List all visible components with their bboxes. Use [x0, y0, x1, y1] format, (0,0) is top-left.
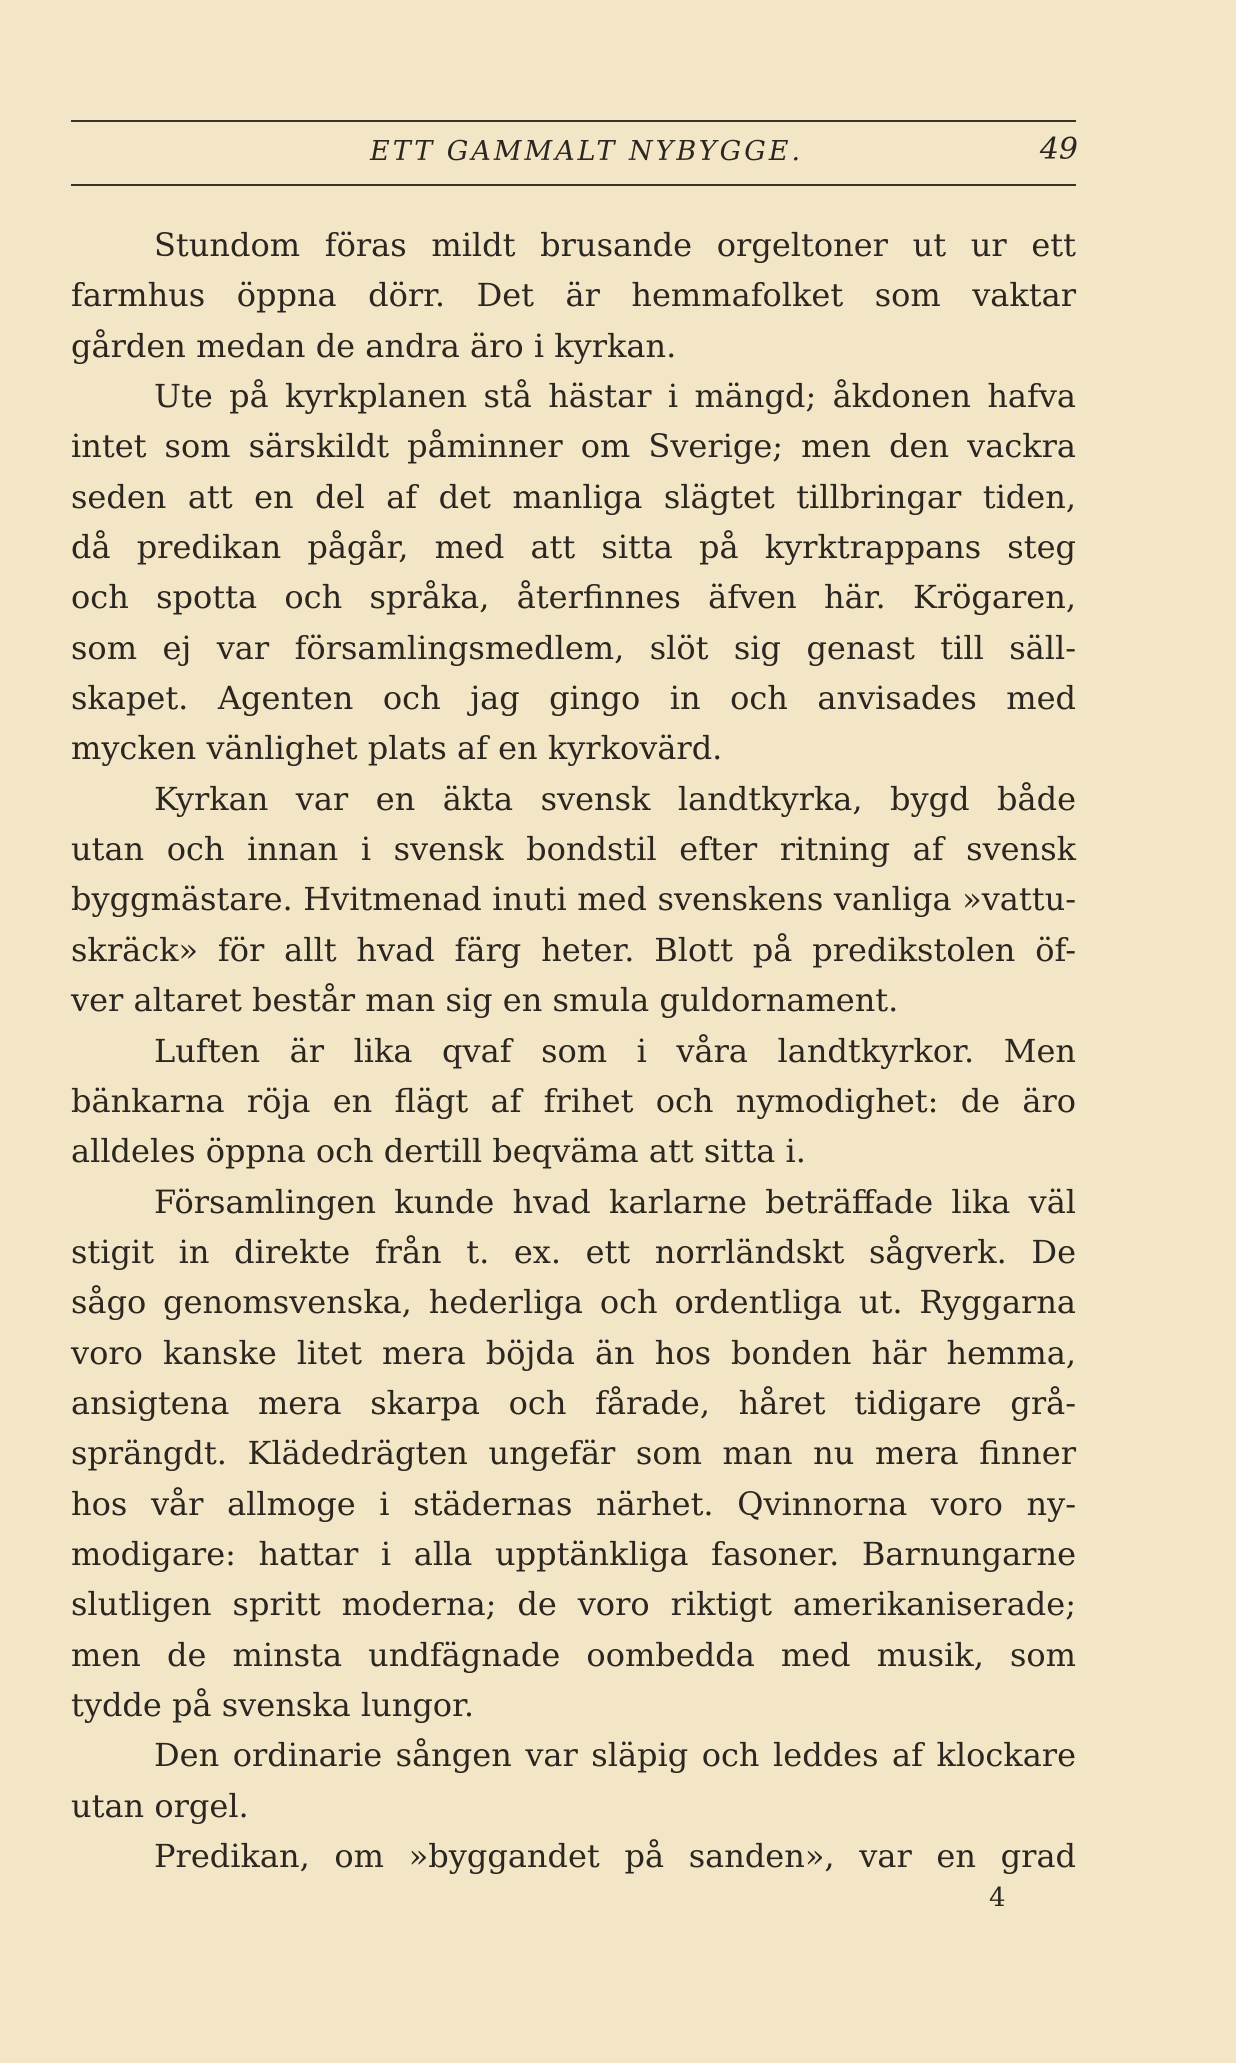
text-line: skräck» för allt hvad färg heter. Blott på predikstolen öf-: [71, 930, 1076, 969]
text-line: ansigtena mera skarpa och fårade, håret tidigare grå-: [71, 1383, 1076, 1422]
text-line: seden att en del af det manliga slägtet tillbringar tiden,: [71, 477, 1076, 516]
text-line: stigit in direkte från t. ex. ett norrländskt sågverk. De: [71, 1232, 1076, 1271]
text-line: slutligen spritt moderna; de voro riktigt amerikaniserade;: [71, 1585, 1076, 1624]
text-line: modigare: hattar i alla upptänkliga fasoner. Barnungarne: [71, 1534, 1076, 1573]
signature-mark: 4: [989, 1883, 1006, 1913]
text-line: mycken vänlighet plats af en kyrkovärd.: [71, 729, 723, 768]
text-line: men de minsta undfägnade oombedda med musik, som: [71, 1635, 1076, 1674]
text-line: gården medan de andra äro i kyrkan.: [71, 326, 677, 365]
text-line: som ej var församlingsmedlem, slöt sig genast till säll-: [71, 628, 1076, 667]
running-title: ETT GAMMALT NYBYGGE.: [370, 136, 804, 167]
text-line: farmhus öppna dörr. Det är hemmafolket som vaktar: [71, 276, 1076, 315]
text-line: Luften är lika qvaf som i våra landtkyrkor. Men: [154, 1031, 1076, 1070]
text-line: Kyrkan var en äkta svensk landtkyrka, bygd både: [154, 779, 1076, 818]
text-line: Stundom föras mildt brusande orgeltoner ut ur ett: [154, 226, 1076, 264]
text-line: skapet. Agenten och jag gingo in och anvisades med: [71, 679, 1076, 718]
text-line: voro kanske litet mera böjda än hos bonden här hemma,: [71, 1333, 1076, 1372]
text-line: Predikan, om »byggandet på sanden», var en grad: [154, 1837, 1076, 1875]
text-line: intet som särskildt påminner om Sverige; men den vackra: [71, 427, 1076, 466]
text-line: då predikan pågår, med att sitta på kyrktrappans steg: [71, 528, 1076, 567]
text-line: alldeles öppna och dertill beqväma att sitta i.: [71, 1132, 806, 1171]
text-line: tydde på svenska lungor.: [71, 1685, 475, 1724]
body-text: [71, 220, 1076, 1881]
text-line: utan och innan i svensk bondstil efter ritning af svensk: [71, 830, 1076, 869]
text-line: sprängdt. Klädedrägten ungefär som man nu mera finner: [71, 1434, 1076, 1473]
text-line: Församlingen kunde hvad karlarne beträffade lika väl: [154, 1182, 1076, 1221]
text-line: Den ordinarie sången var släpig och leddes af klockare: [154, 1736, 1076, 1775]
text-line: och spotta och språka, återfinnes äfven här. Krögaren,: [71, 578, 1076, 617]
text-line: byggmästare. Hvitmenad inuti med svenskens vanliga »vattu-: [71, 880, 1076, 919]
header-rule-bottom: [71, 184, 1076, 186]
text-line: utan orgel.: [71, 1786, 249, 1825]
text-line: Ute på kyrkplanen stå hästar i mängd; åkdonen hafva: [154, 377, 1076, 416]
text-line: bänkarna röja en flägt af frihet och nymodighet: de äro: [71, 1081, 1076, 1120]
header-rule-top: [71, 120, 1076, 122]
text-line: sågo genomsvenska, hederliga och ordentliga ut. Ryggarna: [71, 1283, 1076, 1322]
text-line: hos vår allmoge i städernas närhet. Qvinnorna voro ny-: [71, 1484, 1076, 1523]
text-line: ver altaret består man sig en smula guldornament.: [71, 981, 899, 1020]
page-number: 49: [1039, 132, 1078, 167]
